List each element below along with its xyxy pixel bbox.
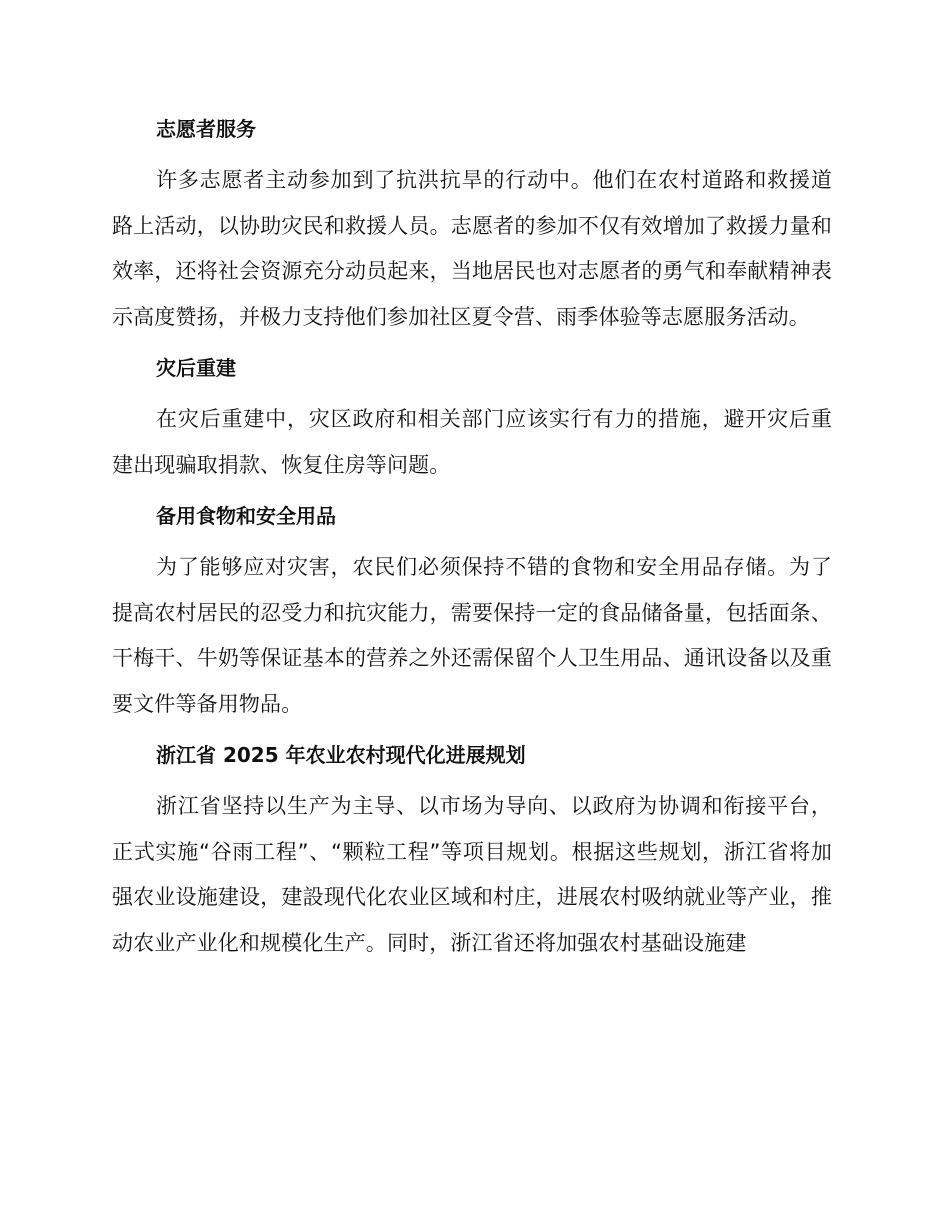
section-paragraph-post-disaster-rebuild: 在灾后重建中，灾区政府和相关部门应该实行有力的措施，避开灾后重建出现骗取捐款、恢复住房等问题。 xyxy=(112,407,832,477)
document-body xyxy=(112,106,832,967)
section-heading-backup-supplies: 备用食物和安全用品 xyxy=(156,504,336,528)
section-heading-volunteer-service: 志愿者服务 xyxy=(156,117,256,141)
section-paragraph-volunteer-service: 许多志愿者主动参加到了抗洪抗旱的行动中。他们在农村道路和救援道路上活动，以协助灾民和救援人员。志愿者的参加不仅有效增加了救援力量和效率，还将社会资源充分动员起来，当地居民也对志愿者的勇气和奉献精神表示高度赞扬，并极力支持他们参加社区夏令营、雨季体验等志愿服务活动。 xyxy=(112,168,832,329)
section-paragraph-backup-supplies: 为了能够应对灾害，农民们必须保持不错的食物和安全用品存储。为了提高农村居民的忍受力和抗灾能力，需要保持一定的食品储备量，包括面条、干梅干、牛奶等保证基本的营养之外还需保留个人卫生用品、通讯设备以及重要文件等备用物品。 xyxy=(112,555,832,716)
section-paragraph-zhejiang-plan: 浙江省坚持以生产为主导、以市场为导向、以政府为协调和衔接平台，正式实施“谷雨工程”、“颗粒工程”等项目规划。根据这些规划，浙江省将加强农业设施建设，建設现代化农业区域和村庄，进展农村吸纳就业等产业，推动农业产业化和规模化生产。同时，浙江省还将加强农村基础设施建 xyxy=(112,794,832,955)
section-heading-post-disaster-rebuild: 灾后重建 xyxy=(156,356,236,380)
section-heading-zhejiang-plan: 浙江省 2025 年农业农村现代化进展规划 xyxy=(156,743,526,767)
